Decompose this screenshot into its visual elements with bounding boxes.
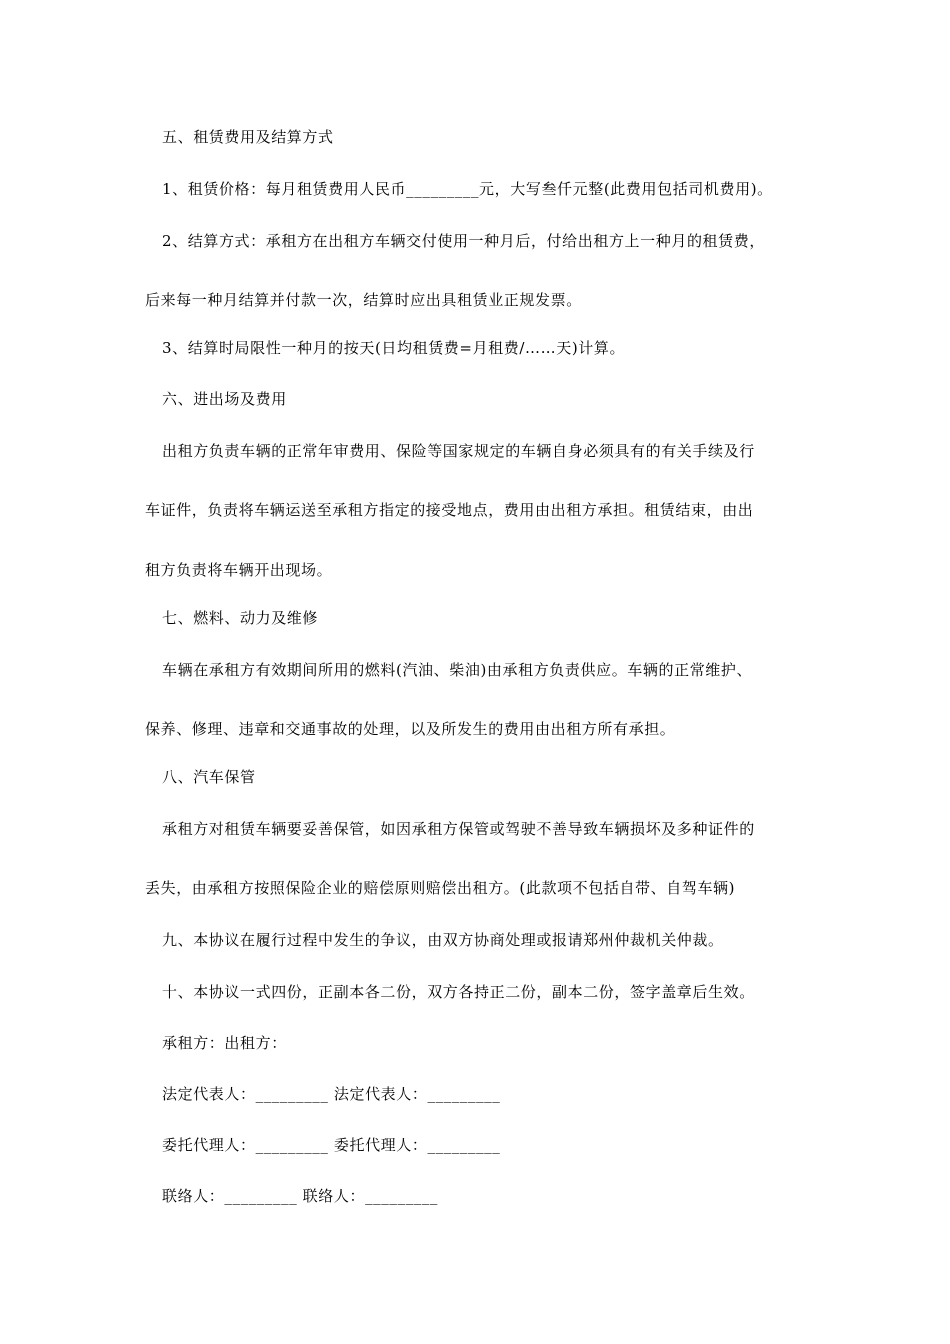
section10: 十、本协议一式四份，正副本各二份，双方各持正二份，副本二份，签字盖章后生效。 [162,983,755,1001]
section6-line2: 车证件，负责将车辆运送至承租方指定的接受地点，费用由出租方承担。租赁结束，由出 [145,501,754,519]
section7-line2: 保养、修理、违章和交通事故的处理，以及所发生的费用由出租方所有承担。 [145,720,676,738]
legal-rep-line: 法定代表人：_________ 法定代表人：_________ [162,1085,501,1103]
section6-line1: 出租方负责车辆的正常年审费用、保险等国家规定的车辆自身必须具有的有关手续及行 [162,442,755,460]
section8-line1: 承租方对租赁车辆要妥善保管，如因承租方保管或驾驶不善导致车辆损坏及多种证件的 [162,820,755,838]
section5-item1: 1、租赁价格：每月租赁费用人民币_________元，大写叁仟元整(此费用包括司机费用)。 [162,180,773,198]
section5-item2-line2: 后来每一种月结算并付款一次，结算时应出具租赁业正规发票。 [145,291,582,309]
section6-line3: 租方负责将车辆开出现场。 [145,561,333,579]
section5-item2-line1: 2、结算方式：承租方在出租方车辆交付使用一种月后，付给出租方上一种月的租赁费， [162,232,765,250]
section9: 九、本协议在履行过程中发生的争议，由双方协商处理或报请郑州仲裁机关仲裁。 [162,931,724,949]
section5-heading: 五、租赁费用及结算方式 [162,128,334,146]
section8-heading: 八、汽车保管 [162,768,256,786]
agent-line: 委托代理人：_________ 委托代理人：_________ [162,1136,501,1154]
parties-line: 承租方：出租方： [162,1034,287,1052]
contact-line: 联络人：_________ 联络人：_________ [162,1187,438,1205]
section8-line2: 丢失，由承租方按照保险企业的赔偿原则赔偿出租方。(此款项不包括自带、自驾车辆) [145,879,736,897]
section5-item3: 3、结算时局限性一种月的按天(日均租赁费=月租费/……天)计算。 [162,339,626,357]
section7-line1: 车辆在承租方有效期间所用的燃料(汽油、柴油)由承租方负责供应。车辆的正常维护、 [162,661,753,679]
section7-heading: 七、燃料、动力及维修 [162,609,319,627]
section6-heading: 六、进出场及费用 [162,390,287,408]
